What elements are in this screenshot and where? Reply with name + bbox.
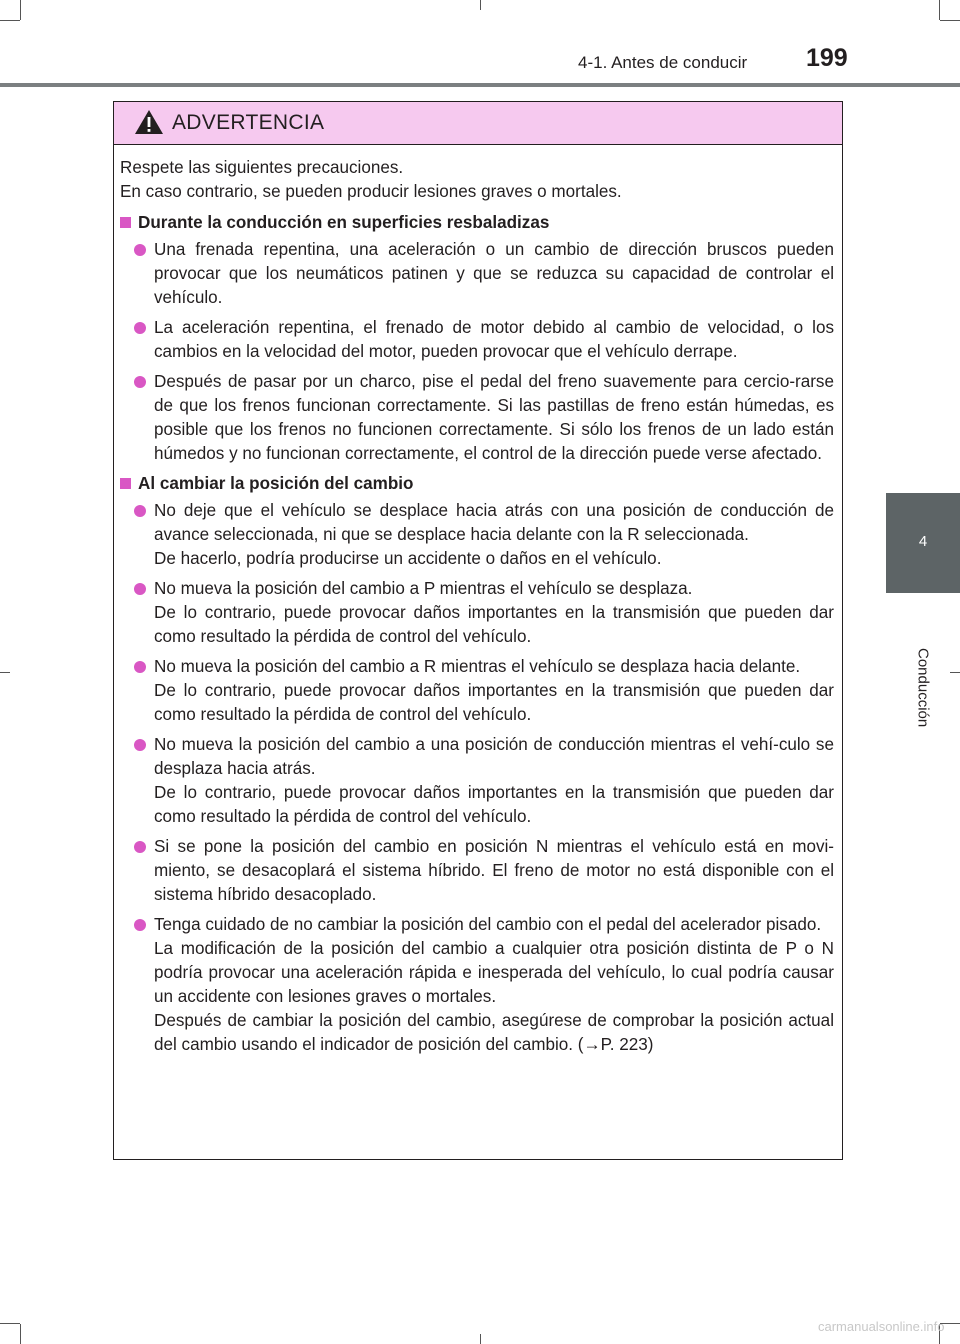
square-bullet-icon [120,478,131,489]
warning-box [113,101,843,1160]
section-heading [120,211,834,235]
list-item [120,655,834,727]
list-item [120,370,834,466]
list-item-text: No mueva la posición del cambio a P mientras el vehículo se desplaza. De lo contrario, puede provocar daños importantes en la transmisión que pueden dar como resultado la pérdida de control del vehículo. [154,579,834,646]
list-item [120,913,834,1057]
square-bullet-icon [120,217,131,228]
crop-mark [0,1323,20,1324]
crop-mark [0,20,20,21]
circle-bullet-icon [134,322,146,334]
page-number: 199 [806,44,848,72]
chapter-number: 4 [918,533,928,550]
circle-bullet-icon [134,376,146,388]
crop-mark [950,672,960,673]
crop-mark [480,1334,481,1344]
intro-line: Respete las siguientes precauciones. [120,158,404,177]
crop-mark [20,1324,21,1344]
circle-bullet-icon [134,739,146,751]
list-item-text: Tenga cuidado de no cambiar la posición del cambio con el pedal del acelerador pisado. La modificación de la posición del cambio a cualquier otra posición distinta de P o N podría provocar una aceleración rápida e inesperada del vehículo, lo cual podría causar un accidente con lesiones graves o mortales. Después de cambiar la posición del cambio, asegúrese de comprobar la posición actual del cambio usando el indicador de posición del cambio. (→P. 223) [154,915,834,1054]
circle-bullet-icon [134,583,146,595]
chapter-tab[interactable] [886,493,960,593]
circle-bullet-icon [134,244,146,256]
crop-mark [940,20,960,21]
chapter-label-text: Conducción [914,648,932,728]
circle-bullet-icon [134,505,146,517]
list-item-text: No mueva la posición del cambio a R mientras el vehículo se desplaza hacia delante. De lo contrario, puede provocar daños importantes en la transmisión que pueden dar como resultado la pérdida de control del vehículo. [154,657,834,724]
list-item [120,577,834,649]
list-item [120,499,834,571]
list-item [120,733,834,829]
circle-bullet-icon [134,841,146,853]
circle-bullet-icon [134,919,146,931]
list-item-text: No mueva la posición del cambio a una posición de conducción mientras el vehí-culo se desplaza hacia atrás. De lo contrario, puede provocar daños importantes en la transmisión que pueden dar como resultado la pérdida de control del vehículo. [154,735,834,826]
intro-line: En caso contrario, se pueden producir lesiones graves o mortales. [120,182,622,201]
warning-intro [120,156,834,204]
list-item-text: La aceleración repentina, el frenado de motor debido al cambio de velocidad, o los cambios en la velocidad del motor, pueden provocar que el vehículo derrape. [154,318,834,361]
warning-triangle-icon [134,109,164,135]
warning-title: ADVERTENCIA [172,111,325,134]
warning-header [114,102,842,145]
section-heading [120,472,834,496]
crop-mark [0,672,10,673]
list-item-text: Una frenada repentina, una aceleración o un cambio de dirección bruscos pueden provocar que los neumáticos patinen y que se reduzca su capacidad de controlar el vehículo. [154,240,834,307]
section-title: 4-1. Antes de conducir [578,53,748,72]
header-rule [0,83,960,87]
list-item [120,316,834,364]
crop-mark [20,0,21,20]
list-item-text: No deje que el vehículo se desplace hacia atrás con una posición de conducción de avance seleccionada, ni que se desplace hacia delante con la R seleccionada. De hacerlo, podría producirse un accidente o daños en el vehículo. [154,501,834,568]
crop-mark [939,0,940,20]
warning-body [114,145,842,1057]
section-heading-text: Durante la conducción en superficies resbaladizas [138,213,550,232]
list-item-text: Después de pasar por un charco, pise el pedal del freno suavemente para cercio-rarse de que los frenos funcionan correctamente. Si las pastillas de freno están húmedas, es posible que los frenos no funcionen correctamente. Si sólo los frenos de un lado están húmedos y no funcionan correctamente, el control de la dirección puede verse afectado. [154,372,834,463]
watermark: carmanualsonline.info [818,1319,945,1334]
list-item [120,835,834,907]
section-heading-text: Al cambiar la posición del cambio [138,474,414,493]
list-item-text: Si se pone la posición del cambio en posición N mientras el vehículo está en movi-miento, se desacoplará el sistema híbrido. El freno de motor no está disponible con el sistema híbrido desacoplado. [154,837,834,904]
list-item [120,238,834,310]
circle-bullet-icon [134,661,146,673]
crop-mark [480,0,481,10]
chapter-label [912,648,934,748]
